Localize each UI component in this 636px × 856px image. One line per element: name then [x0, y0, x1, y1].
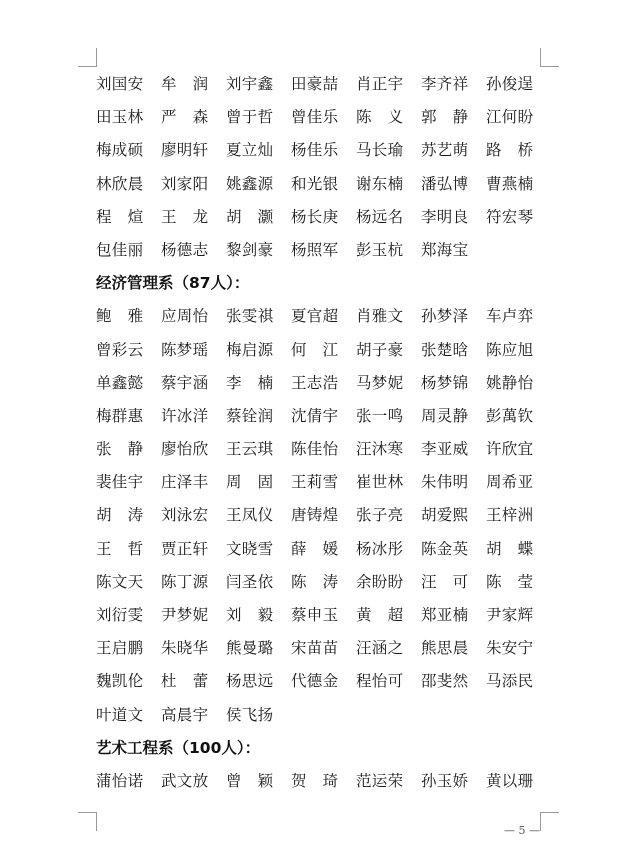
person-name: 杨照军: [291, 240, 339, 259]
person-name: 程怡可: [356, 672, 404, 691]
person-name: 陈梦瑶: [161, 340, 209, 359]
person-name: 庄泽丰: [161, 473, 209, 492]
person-name: 杨冰彤: [356, 539, 404, 558]
person-name: 符宏琴: [486, 207, 534, 226]
person-name: 张楚晗: [421, 340, 469, 359]
person-name: 李明良: [421, 207, 469, 226]
person-name: 周灵静: [421, 406, 469, 425]
person-name: 文晓雪: [226, 539, 274, 558]
name-list-content: [96, 68, 556, 798]
person-name: 朱安宁: [486, 639, 534, 658]
person-name: 车卢弈: [486, 307, 534, 326]
person-name: 孙玉娇: [421, 771, 469, 790]
person-name: 王云琪: [226, 440, 274, 459]
person-name: 马添民: [486, 672, 534, 691]
person-name: 曾彩云: [96, 340, 144, 359]
person-name: 肖雅文: [356, 307, 404, 326]
crop-mark-top-right: [540, 48, 559, 67]
person-name: 陈文天: [96, 572, 144, 591]
person-name: 刘泳宏: [161, 506, 209, 525]
person-name: 周 固: [226, 473, 274, 492]
person-name: 叶道文: [96, 705, 144, 724]
person-name: 孙梦泽: [421, 307, 469, 326]
person-name: 马梦妮: [356, 373, 404, 392]
person-name: 牟 润: [161, 75, 209, 93]
person-name: 陈 义: [356, 108, 404, 127]
person-name: 张雯祺: [226, 307, 274, 326]
person-name: 武文放: [161, 771, 209, 790]
person-name: 何 江: [291, 340, 339, 359]
person-name: 汪 可: [421, 572, 469, 591]
person-name: 杨佳乐: [291, 141, 339, 160]
person-name: 崔世林: [356, 473, 404, 492]
person-name: 王凤仪: [226, 506, 274, 525]
person-name: 周希亚: [486, 473, 534, 492]
person-name: 许欣宜: [486, 440, 534, 459]
person-name: 郭 静: [421, 108, 469, 127]
person-name: 尹梦妮: [161, 606, 209, 624]
person-name: 贾正轩: [161, 539, 209, 558]
person-name: 梅群惠: [96, 406, 144, 425]
person-name: 路 桥: [486, 141, 534, 160]
person-name: 沈倩宇: [291, 406, 339, 425]
person-name: 王 龙: [161, 207, 209, 226]
person-name: 刘衍雯: [96, 606, 144, 624]
person-name: 曹燕楠: [486, 174, 534, 193]
person-name: 郑海宝: [421, 240, 469, 259]
person-name: 包佳丽: [96, 240, 144, 259]
person-name: 朱晓华: [161, 639, 209, 658]
person-name: 陈金英: [421, 539, 469, 558]
person-name: 贺 琦: [291, 771, 339, 790]
crop-mark-bottom-left: [78, 812, 97, 831]
person-name: 胡 灏: [226, 207, 274, 226]
crop-mark-top-left: [78, 48, 97, 67]
person-name: 张子亮: [356, 506, 404, 525]
person-name: 蒲怡诺: [96, 771, 144, 790]
name-grid: [96, 68, 556, 267]
person-name: 蔡铨润: [226, 406, 274, 425]
person-name: 姚静怡: [486, 373, 534, 392]
person-name: 刘国安: [96, 75, 144, 93]
person-name: 王莉雪: [291, 473, 339, 492]
person-name: 闫圣依: [226, 572, 274, 591]
person-name: 刘 毅: [226, 606, 274, 624]
person-name: 李亚威: [421, 440, 469, 459]
name-grid: [96, 765, 556, 798]
person-name: 陈应旭: [486, 340, 534, 359]
person-name: 黎剑豪: [226, 240, 274, 259]
person-name: 程 煊: [96, 207, 144, 226]
person-name: 姚鑫源: [226, 174, 274, 193]
person-name: 肖正宇: [356, 75, 404, 93]
name-grid: [96, 300, 556, 731]
person-name: 马长瑜: [356, 141, 404, 160]
person-name: 邵斐然: [421, 672, 469, 691]
person-name: 胡爱熙: [421, 506, 469, 525]
person-name: 林欣晨: [96, 174, 144, 193]
person-name: 汪沐寒: [356, 440, 404, 459]
person-name: 黄以珊: [486, 771, 534, 790]
person-name: 彭玉杭: [356, 240, 404, 259]
person-name: 张 静: [96, 440, 144, 459]
person-name: 应周怡: [161, 307, 209, 326]
person-name: 严 森: [161, 108, 209, 127]
person-name: 熊思晨: [421, 639, 469, 658]
person-name: 王 哲: [96, 539, 144, 558]
person-name: 苏艺萌: [421, 141, 469, 160]
person-name: 夏官超: [291, 307, 339, 326]
person-name: 薛 媛: [291, 539, 339, 558]
person-name: 蔡申玉: [291, 606, 339, 624]
person-name: 朱伟明: [421, 473, 469, 492]
person-name: 许冰洋: [161, 406, 209, 425]
person-name: 杨德志: [161, 240, 209, 259]
person-name: 胡 蝶: [486, 539, 534, 558]
person-name: 田玉林: [96, 108, 144, 127]
person-name: 杨梦锦: [421, 373, 469, 392]
person-name: 高晨宇: [161, 705, 209, 724]
person-name: 杨长庚: [291, 207, 339, 226]
person-name: 杨远名: [356, 207, 404, 226]
person-name: 黄 超: [356, 606, 404, 624]
person-name: 和光银: [291, 174, 339, 193]
person-name: 田豪喆: [291, 75, 339, 93]
person-name: 潘弘博: [421, 174, 469, 193]
person-name: 曾佳乐: [291, 108, 339, 127]
person-name: 陈丁源: [161, 572, 209, 591]
person-name: 刘宇鑫: [226, 75, 274, 93]
person-name: 杜 蕾: [161, 672, 209, 691]
person-name: 王志浩: [291, 373, 339, 392]
person-name: 郑亚楠: [421, 606, 469, 624]
person-name: 魏凯伦: [96, 672, 144, 691]
person-name: 李 楠: [226, 373, 274, 392]
person-name: 单鑫懿: [96, 373, 144, 392]
person-name: 杨思远: [226, 672, 274, 691]
page-number: — 5 —: [504, 824, 540, 837]
person-name: 蔡宇涵: [161, 373, 209, 392]
person-name: 孙俊逞: [486, 75, 534, 93]
person-name: 廖怡欣: [161, 440, 209, 459]
person-name: 曾于哲: [226, 108, 274, 127]
section-heading: 经济管理系（87人）：: [96, 274, 250, 293]
person-name: 胡 涛: [96, 506, 144, 525]
person-name: 熊曼璐: [226, 639, 274, 658]
person-name: 胡子豪: [356, 340, 404, 359]
person-name: 梅成硕: [96, 141, 144, 160]
person-name: 张一鸣: [356, 406, 404, 425]
person-name: 陈佳怡: [291, 440, 339, 459]
person-name: 夏立灿: [226, 141, 274, 160]
person-name: 曾 颖: [226, 771, 274, 790]
person-name: 江何盼: [486, 108, 534, 127]
person-name: 谢东楠: [356, 174, 404, 193]
person-name: 陈 莹: [486, 572, 534, 591]
person-name: 裴佳宇: [96, 473, 144, 492]
person-name: 刘家阳: [161, 174, 209, 193]
person-name: 汪涵之: [356, 639, 404, 658]
section-heading: 艺术工程系（100人）：: [96, 738, 261, 757]
person-name: 彭萬钦: [486, 406, 534, 425]
person-name: 尹家辉: [486, 606, 534, 624]
person-name: 唐铸煌: [291, 506, 339, 525]
person-name: 余盼盼: [356, 572, 404, 591]
person-name: 范运荣: [356, 771, 404, 790]
person-name: 宋苗苗: [291, 639, 339, 658]
person-name: 廖明轩: [161, 141, 209, 160]
person-name: 鲍 雅: [96, 307, 144, 326]
person-name: 代德金: [291, 672, 339, 691]
person-name: 梅启源: [226, 340, 274, 359]
person-name: 王梓洲: [486, 506, 534, 525]
person-name: 陈 涛: [291, 572, 339, 591]
person-name: 李齐祥: [421, 75, 469, 93]
person-name: 王启鹏: [96, 639, 144, 658]
person-name: 侯飞扬: [226, 705, 274, 724]
